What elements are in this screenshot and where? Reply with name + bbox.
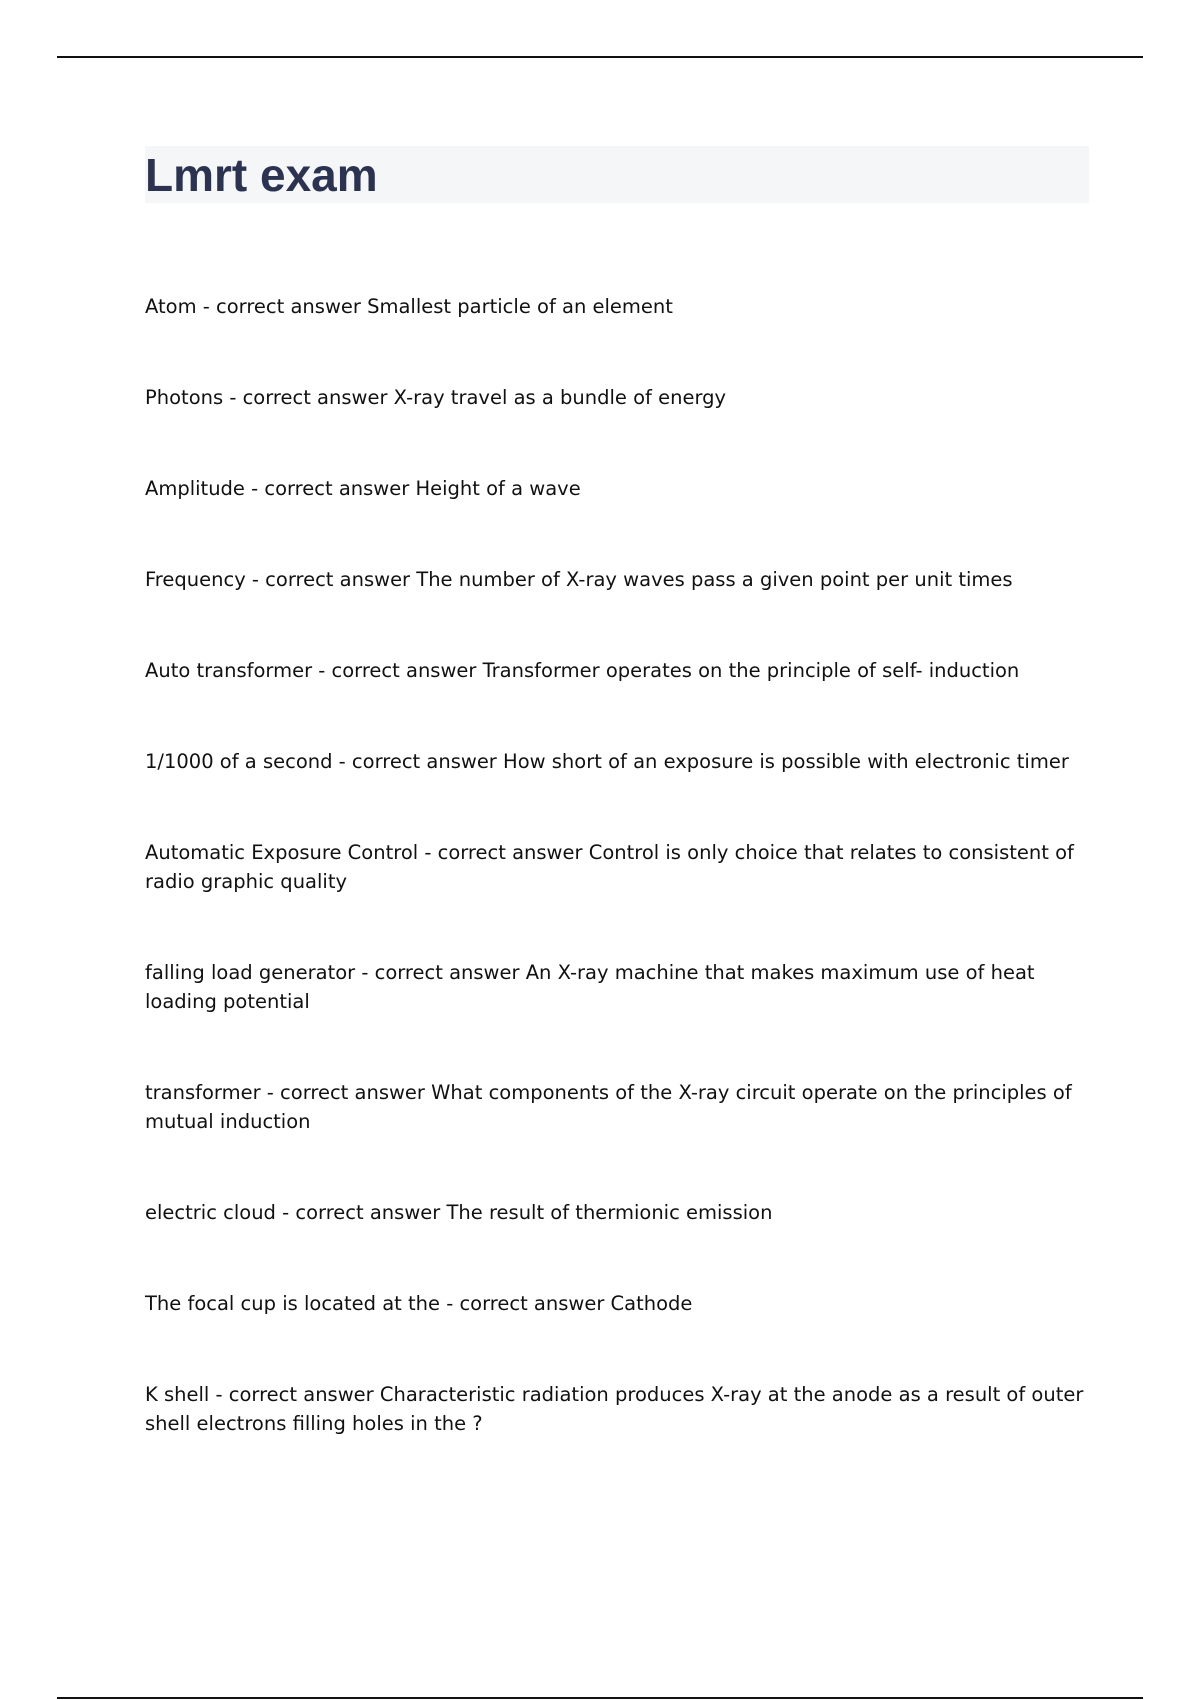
qa-item-automatic-exposure-control: Automatic Exposure Control - correct answer Control is only choice that relates to consistent of radio graphic quality — [145, 841, 1074, 893]
qa-item-auto-transformer: Auto transformer - correct answer Transformer operates on the principle of self- induction — [145, 659, 1020, 682]
qa-list — [145, 292, 1095, 1500]
qa-item-electric-cloud: electric cloud - correct answer The result of thermionic emission — [145, 1201, 773, 1224]
qa-item-amplitude: Amplitude - correct answer Height of a wave — [145, 477, 581, 500]
qa-item-k-shell: K shell - correct answer Characteristic radiation produces X-ray at the anode as a result of outer shell electrons filling holes in the ? — [145, 1383, 1084, 1435]
title-band — [145, 146, 1089, 203]
qa-item-transformer: transformer - correct answer What components of the X-ray circuit operate on the principles of mutual induction — [145, 1081, 1072, 1133]
qa-item-frequency: Frequency - correct answer The number of X-ray waves pass a given point per unit times — [145, 568, 1013, 591]
qa-item-atom: Atom - correct answer Smallest particle of an element — [145, 295, 673, 318]
qa-item-photons: Photons - correct answer X-ray travel as a bundle of energy — [145, 386, 727, 409]
bottom-rule — [57, 1697, 1143, 1699]
qa-item-focal-cup: The focal cup is located at the - correct answer Cathode — [145, 1292, 693, 1315]
qa-item-falling-load-generator: falling load generator - correct answer An X-ray machine that makes maximum use of heat loading potential — [145, 961, 1035, 1013]
page-title: Lmrt exam — [145, 148, 378, 201]
top-rule — [57, 56, 1143, 58]
qa-item-electronic-timer: 1/1000 of a second - correct answer How short of an exposure is possible with electronic timer — [145, 750, 1069, 773]
